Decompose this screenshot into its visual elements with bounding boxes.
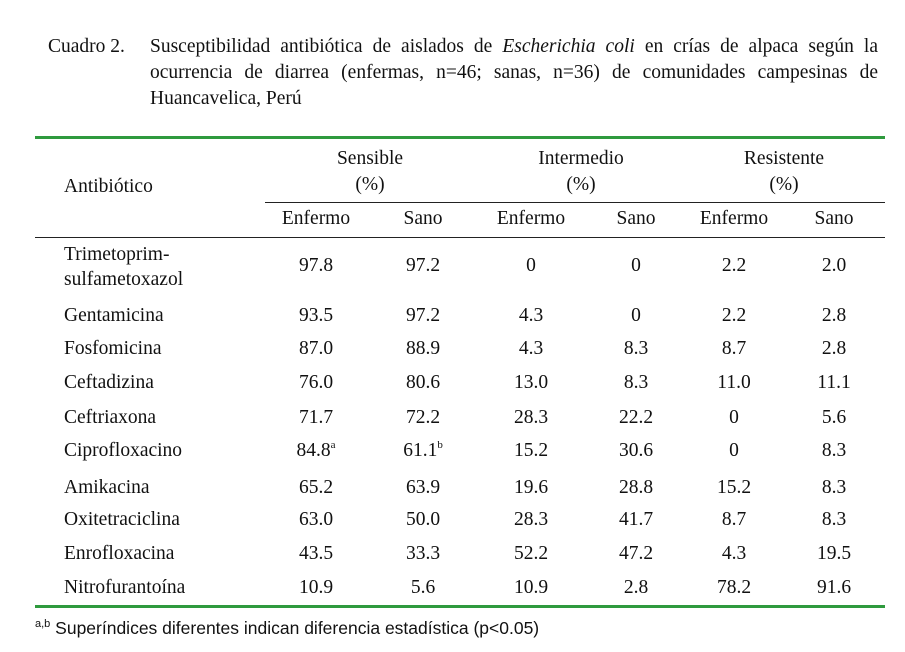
row-antibiotic-name: Ceftriaxona (64, 407, 157, 428)
cell-value: 80.6 (405, 372, 441, 393)
table-cell (817, 577, 851, 599)
cell-value: 15.2 (513, 440, 549, 461)
caption-text-after: en crías de alpaca según la ocurrencia de diarrea (enfermas, n=46; sanas, n=36) de comunidades campesinas de Huancavelica, Perú (150, 36, 878, 109)
cell-value: 5.6 (410, 577, 436, 598)
table-cell (631, 305, 641, 327)
cell-value: 19.6 (513, 477, 549, 498)
caption-text (150, 34, 878, 112)
caption-label: Cuadro 2. (48, 36, 125, 57)
cell-value: 4.3 (518, 305, 544, 326)
cell-value: 8.3 (821, 440, 847, 461)
table-cell (406, 407, 440, 429)
cell-value: 87.0 (298, 338, 334, 359)
cell-value: 33.3 (405, 543, 441, 564)
cell-value: 4.3 (721, 543, 747, 564)
table-cell (299, 407, 333, 429)
table-cell (822, 338, 846, 360)
cell-value: 2.8 (623, 577, 649, 598)
cell-value: 97.2 (405, 255, 441, 276)
table-cell (406, 255, 440, 277)
row-antibiotic-name-cont: sulfametoxazol (64, 269, 184, 290)
table-cell (729, 407, 739, 429)
subcolumn-header: Enfermo (699, 208, 769, 229)
cell-value: 11.1 (817, 372, 851, 393)
table-cell (406, 543, 440, 565)
subcolumn-header: Sano (814, 208, 854, 229)
table-cell (619, 543, 653, 565)
cell-value: 41.7 (618, 509, 654, 530)
table-cell (722, 255, 746, 277)
table-cell (514, 577, 548, 599)
table-cell (514, 477, 548, 499)
table-cell (299, 509, 333, 531)
cell-value: 76.0 (298, 372, 334, 393)
table-cell (717, 477, 751, 499)
table-cell (722, 509, 746, 531)
table-cell (299, 305, 333, 327)
cell-value: 2.8 (821, 305, 847, 326)
table-cell (619, 477, 653, 499)
cell-value: 65.2 (298, 477, 334, 498)
group-header-1-unit: (%) (355, 174, 385, 195)
table-cell (406, 372, 440, 394)
cell-value: 91.6 (816, 577, 852, 598)
header-bottom-rule (35, 237, 885, 238)
cell-value: 93.5 (298, 305, 334, 326)
group-header-2-title: Intermedio (538, 148, 624, 169)
footnote-superscript: a,b (35, 618, 51, 630)
footnote-text: Superíndices diferentes indican diferencia estadística (p<0.05) (50, 618, 540, 638)
cell-value: 63.0 (298, 509, 334, 530)
cell-value: 52.2 (513, 543, 549, 564)
cell-value: 47.2 (618, 543, 654, 564)
cell-value: 0 (729, 407, 739, 428)
row-antibiotic-name: Amikacina (64, 477, 150, 498)
cell-value: 0 (526, 255, 536, 276)
caption-text-before: Susceptibilidad antibiótica de aislados de (150, 36, 503, 57)
table-footnote (35, 618, 539, 639)
table-cell (822, 407, 846, 429)
table-cell (722, 338, 746, 360)
cell-value: 5.6 (821, 407, 847, 428)
table-cell (822, 477, 846, 499)
table-caption (48, 34, 878, 112)
cell-superscript: a (330, 439, 336, 451)
cell-value: 30.6 (618, 440, 654, 461)
cell-value: 11.0 (717, 372, 751, 393)
cell-value: 97.8 (298, 255, 334, 276)
antibiotic-column-header: Antibiótico (64, 176, 153, 197)
cell-value: 97.2 (405, 305, 441, 326)
table-cell (296, 440, 335, 462)
cell-value: 2.2 (721, 305, 747, 326)
table-cell (822, 255, 846, 277)
table-cell (526, 255, 536, 277)
table-cell (822, 440, 846, 462)
group-header-3-unit: (%) (769, 174, 799, 195)
table-cell (514, 407, 548, 429)
table-cell (817, 372, 850, 394)
cell-value: 28.3 (513, 407, 549, 428)
cell-value: 71.7 (298, 407, 334, 428)
caption-species: Escherichia coli (502, 36, 635, 57)
row-antibiotic-name: Ceftadizina (64, 372, 154, 393)
table-cell (299, 543, 333, 565)
cell-value: 8.7 (721, 338, 747, 359)
cell-value: 4.3 (518, 338, 544, 359)
subcolumn-header: Sano (403, 208, 443, 229)
table-bottom-rule (35, 605, 885, 608)
table-cell (624, 577, 648, 599)
table-cell (817, 543, 851, 565)
table-cell (619, 509, 653, 531)
cell-value: 10.9 (298, 577, 334, 598)
cell-superscript: b (437, 439, 443, 451)
table-cell (624, 372, 648, 394)
cell-value: 13.0 (513, 372, 549, 393)
row-antibiotic-name: Enrofloxacina (64, 543, 175, 564)
table-cell (717, 372, 750, 394)
table-cell (406, 477, 440, 499)
cell-value: 8.7 (721, 509, 747, 530)
table-cell (519, 305, 543, 327)
cell-value: 0 (631, 255, 641, 276)
table-cell (514, 543, 548, 565)
subcolumn-header: Enfermo (496, 208, 566, 229)
cell-value: 8.3 (821, 509, 847, 530)
table-cell (514, 509, 548, 531)
cell-value: 78.2 (716, 577, 752, 598)
cell-value: 61.1 (403, 440, 438, 461)
cell-value: 10.9 (513, 577, 549, 598)
row-antibiotic-name: Trimetoprim- (64, 244, 170, 265)
cell-value: 72.2 (405, 407, 441, 428)
table-cell (822, 509, 846, 531)
cell-value: 2.8 (821, 338, 847, 359)
cell-value: 0 (631, 305, 641, 326)
table-cell (729, 440, 739, 462)
table-cell (624, 338, 648, 360)
row-antibiotic-name: Gentamicina (64, 305, 164, 326)
table-cell (299, 577, 333, 599)
group-header-1-title: Sensible (336, 148, 404, 169)
cell-value: 8.3 (821, 477, 847, 498)
cell-value: 2.0 (821, 255, 847, 276)
cell-value: 84.8 (296, 440, 331, 461)
table-cell (822, 305, 846, 327)
table-cell (299, 255, 333, 277)
table-cell (299, 338, 333, 360)
cell-value: 15.2 (716, 477, 752, 498)
cell-value: 63.9 (405, 477, 441, 498)
table-cell (722, 305, 746, 327)
group-header-2-unit: (%) (566, 174, 596, 195)
table-cell (631, 255, 641, 277)
row-antibiotic-name: Oxitetraciclina (64, 509, 180, 530)
table-cell (406, 305, 440, 327)
table-cell (619, 407, 653, 429)
table-cell (411, 577, 435, 599)
table-cell (514, 440, 548, 462)
cell-value: 28.8 (618, 477, 654, 498)
table-cell (299, 372, 333, 394)
subcolumn-header: Sano (616, 208, 656, 229)
table-cell (406, 338, 440, 360)
row-antibiotic-name: Nitrofurantoína (64, 577, 186, 598)
table-top-rule (35, 136, 885, 139)
row-antibiotic-name: Fosfomicina (64, 338, 162, 359)
cell-value: 88.9 (405, 338, 441, 359)
cell-value: 8.3 (623, 338, 649, 359)
cell-value: 50.0 (405, 509, 441, 530)
group-header-rule (265, 202, 885, 203)
table-cell (519, 338, 543, 360)
group-header-3-title: Resistente (743, 148, 825, 169)
table-cell (403, 440, 443, 462)
table-cell (619, 440, 653, 462)
row-antibiotic-name: Ciprofloxacino (64, 440, 183, 461)
cell-value: 28.3 (513, 509, 549, 530)
cell-value: 0 (729, 440, 739, 461)
cell-value: 22.2 (618, 407, 654, 428)
cell-value: 19.5 (816, 543, 852, 564)
subcolumn-header: Enfermo (281, 208, 351, 229)
cell-value: 8.3 (623, 372, 649, 393)
table-cell (406, 509, 440, 531)
table-cell (717, 577, 751, 599)
table-cell (299, 477, 333, 499)
cell-value: 2.2 (721, 255, 747, 276)
table-cell (722, 543, 746, 565)
table-cell (514, 372, 548, 394)
cell-value: 43.5 (298, 543, 334, 564)
